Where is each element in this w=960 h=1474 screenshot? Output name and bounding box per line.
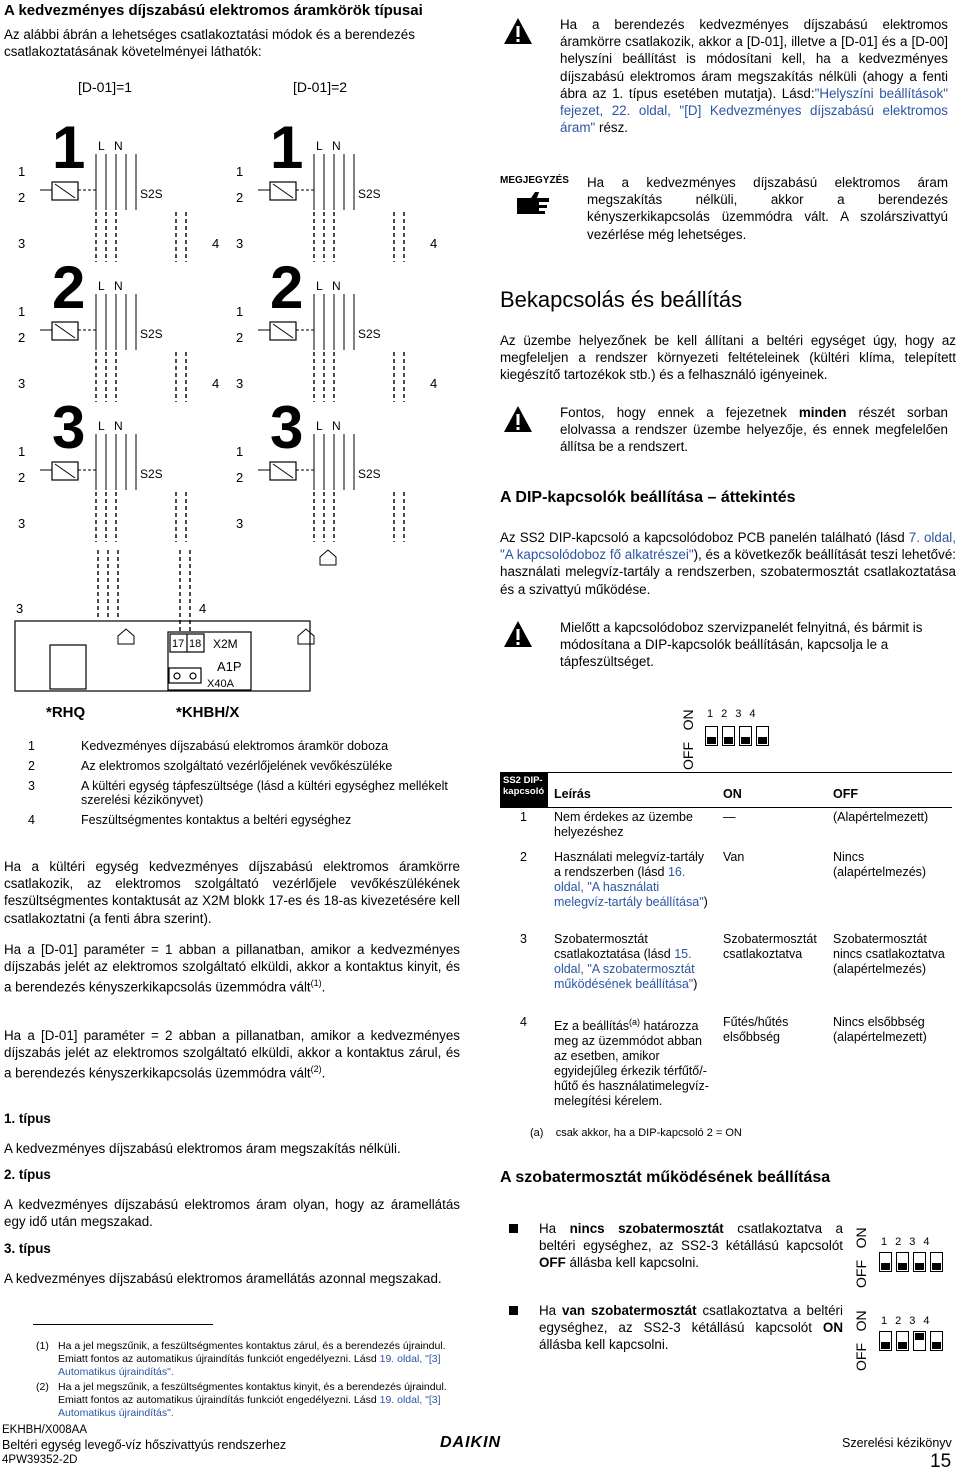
warning-icon [503,619,533,649]
row-number: 2 [236,190,244,205]
dip-row-desc-text: Nem érdekes az üzembe helyezéshez [554,810,693,839]
b2b: van szobatermosztát [562,1303,697,1318]
x40a-label: X40A [207,678,234,690]
warning-2-text [560,404,948,456]
dip-row-desc-text: Szobatermosztát csatlakoztatása (lásd [554,932,675,961]
b1a: Ha [539,1221,570,1236]
dip-switches [705,726,773,751]
dip-graphic-off [853,1222,953,1290]
dip-switch-graphic [680,700,780,770]
big-number: 2 [270,254,304,321]
heading-thermostat: A szobatermosztát működésének beállítása [500,1169,831,1186]
b1e: állásba kell kapcsolni. [565,1255,700,1271]
footnote-1 [58,1340,463,1379]
type3-title: 3. típus [4,1241,51,1256]
footnote-1-num: (1) [36,1340,49,1352]
warning-icon [503,404,533,434]
row-number: 1 [18,444,26,459]
row-number: 3 [236,236,244,251]
daikin-logo: DAIKIN [440,1434,502,1451]
dip-row-desc-text: Ez a beállítás [554,1019,630,1034]
s2s-label: S2S [358,187,381,201]
label-n: N [114,419,123,433]
row-number: 3 [18,236,26,251]
dip-row-desc [554,810,714,840]
footer-code: 4PW39352-2D [2,1454,78,1466]
khbh-label: *KHBH/X [176,704,240,721]
row-number: 1 [18,164,26,179]
dip-graphic-on [853,1305,953,1373]
section-title: A kedvezményes díjszabású elektromos áramkörök típusai [4,2,423,19]
relay-diag [273,184,293,198]
dip-row-desc [554,1015,714,1109]
s2s-label: S2S [140,327,163,341]
heading-startup: Bekapcsolás és beállítás [500,287,743,312]
b1d: OFF [539,1255,566,1271]
label-n: N [332,279,341,293]
warning-1-body: Ha a berendezés kedvezményes díjszabású elektromos áramkörre csatlakozik, akkor a [D-01], illetve a [D-01] és a [D-00] helyszíni beállítást is módosítani kell, ha a kedvezményes díjszabású elektromos áram megszakítás nélküli (ahogy a fenti ábra az 1. típus esetében mutatja). Lásd: [560,17,948,101]
label-4: 4 [199,601,207,616]
s2s-label: S2S [140,187,163,201]
dip-text [500,529,956,598]
legend-num: 3 [28,779,35,793]
para-3: Ha a [D-01] paraméter = 2 abban a pillanatban, amikor a kedvezményes díjszabás jelét az elektromos szolgáltató elküldi, akkor a kontaktus zárul, és a berendezés kényszerkikapcsolás üzemmódra vált$^{(2)}$. [4,1028,460,1081]
row-number: 1 [236,164,244,179]
dip-row-on: — [723,810,736,824]
dip-row-desc-text: Használati melegvíz-tartály a rendszerben (lásd [554,850,705,879]
bullet-1-text [539,1220,843,1272]
b2c: csatlakoztatva a beltéri egységhez, az SS2-3 kétállású kapcsolót [539,1303,843,1336]
type1-title: 1. típus [4,1111,51,1126]
footer-model: EKHBH/X008AA [2,1424,88,1436]
dip-on-off-label: OFF ON [680,709,696,770]
dip-row-desc [554,932,714,992]
para-2-text: Ha a [D-01] paraméter = 1 abban a pillanatban, amikor a kedvezményes díjszabás jelét az elektromos szolgáltató elküldi, akkor a kontaktus kinyit, és a berendezés kényszerkikapcsolás üzemmódra vált [4,942,460,995]
label-l: L [98,139,105,153]
dip-numbers: 1234 [881,1236,938,1248]
s2s-label: S2S [358,327,381,341]
big-number: 3 [270,394,304,461]
rhq-label: *RHQ [46,704,86,721]
dip-on-off-label: OFF ON [853,1310,869,1371]
legend-row [28,813,468,833]
para-1: Ha a kültéri egység kedvezményes díjszabású elektromos áramkörre csatlakozik, az elektromos szolgáltató vezérlőjele vevőkészülékének feszültségmentes kontaktusát az X2M blokk 17-es és 18-as kivezetésére kell csatlakoztatni (a fenti ábra szerint). [4,859,460,926]
terminal-18: 18 [189,638,202,650]
footnote-2-num: (2) [36,1381,49,1393]
type1-text: A kedvezményes díjszabású elektromos áram megszakítás nélküli. [4,1141,401,1156]
footnote-2-link[interactable]: 19. oldal, "[3] Automatikus újraindítás". [58,1394,441,1419]
label-4: 4 [430,376,438,391]
label-n: N [332,139,341,153]
terminal-17: 17 [172,638,185,650]
type2-text: A kedvezményes díjszabású elektromos áram olyan, hogy az áramellátás egy idő után megszakad. [4,1197,460,1230]
s2s-label: S2S [358,467,381,481]
note-text: Ha a kedvezményes díjszabású elektromos áram megszakítás nélküli, akkor a berendezés kényszerkikapcsolás üzemmódra vált. A szolárszivattyú vezérlése még lehetséges. [587,175,948,242]
legend-text: A kültéri egység tápfeszültsége (lásd a kültéri egységhez mellékelt szerelési kézikönyvet) [81,779,448,807]
row-number: 3 [236,376,244,391]
intro-text: Az alábbi ábrán a lehetséges csatlakoztatási módok és a berendezés csatlakoztatásának követelményei láthatók: [4,27,415,59]
dip-row-num: 2 [520,850,527,864]
page-number: 15 [930,1451,952,1472]
dip-table-note-text: csak akkor, ha a DIP-kapcsoló 2 = ON [555,1127,742,1139]
dip-switches [879,1331,947,1356]
big-number: 1 [52,114,86,181]
legend-num: 1 [28,739,35,753]
warning-1-text [560,16,948,136]
fn-ref-1: (1) [310,978,322,989]
dip-row-sup: (a) [629,1017,641,1027]
big-number: 2 [52,254,86,321]
bullet-square [509,1306,518,1315]
row-number: 1 [236,304,244,319]
label-4: 4 [430,236,438,251]
b2a: Ha [539,1303,562,1318]
dip-row-off: Szobatermosztát nincs csatlakoztatva (alapértelmezés) [833,932,945,976]
dip-row-link[interactable]: 15. oldal, "A szobatermosztát működésének beállítása" [554,947,695,991]
legend-row [28,739,468,759]
row-number: 2 [18,330,26,345]
dip-row-desc [554,850,714,910]
dip-row-link[interactable]: 16. oldal, "A használati melegvíz-tartály beállítása" [554,865,704,909]
row-number: 3 [236,516,244,531]
warning-2-b: minden [798,405,847,420]
row-number: 2 [18,190,26,205]
x2m-label: X2M [213,637,238,651]
legend-num: 2 [28,759,35,773]
legend-row [28,779,468,813]
dip-switches [879,1252,947,1277]
diagram-head-right: [D-01]=2 [293,79,348,95]
bullet-2-text [539,1302,843,1354]
dip-text-a: Az SS2 DIP-kapcsoló a kapcsolódoboz PCB panelén található (lásd [500,530,909,545]
legend-num: 4 [28,813,35,827]
bullet-square [509,1224,518,1233]
legend-table [28,739,468,833]
dip-on-off-label: OFF ON [853,1227,869,1288]
b2e: állásba kell kapcsolni. [539,1337,669,1353]
footer-manual: Szerelési kézikönyv [842,1436,952,1450]
row-number: 3 [18,376,26,391]
label-3: 3 [16,601,24,616]
dip-numbers: 1234 [707,708,764,720]
dip-row-desc-end: ) [693,977,698,991]
note-label: MEGJEGYZÉS [500,175,569,186]
warning-3-text: Mielőtt a kapcsolódoboz szervizpanelét felnyitná, és bármit is módosítana a DIP-kapcsolók beállításán, kapcsolja le a tápfeszültséget. [560,620,923,670]
b1c: csatlakoztatva a beltéri egységhez, az SS2-3 kétállású kapcsolót [539,1221,843,1254]
row-number: 2 [236,470,244,485]
dip-text-link[interactable]: 7. oldal, "A kapcsolódoboz fő alkatrészei" [500,530,956,563]
row-number: 1 [236,444,244,459]
row-number: 3 [18,516,26,531]
b1b: nincs szobatermosztát [569,1221,724,1236]
dip-table-note [530,1127,742,1139]
dip-row-off: (Alapértelmezett) [833,810,929,824]
dip-table-h0: SS2 DIP-kapcsoló [500,773,548,807]
warning-2-a: Fontos, hogy ennek a fejezetnek [560,405,799,420]
label-n: N [114,139,123,153]
big-number: 3 [52,394,86,461]
dip-table-note-num: (a) [530,1127,544,1139]
s2s-label: S2S [140,467,163,481]
note-hand-icon [515,190,551,216]
warning-1-link[interactable]: "Helyszíni beállítások" fejezet, 22. oldal, "[D] Kedvezményes díjszabású elektromos áram" [560,85,948,136]
legend-text: Kedvezményes díjszabású elektromos áramkör doboza [81,739,389,753]
label-l: L [98,279,105,293]
relay-diag [273,464,293,478]
relay-diag [55,324,75,338]
warning-icon [503,16,533,46]
legend-row [28,759,468,779]
type2-title: 2. típus [4,1167,51,1182]
startup-text: Az üzembe helyezőnek be kell állítani a beltéri egységet úgy, hogy az megfeleljen a rendszer környezeti feltételeinek (kültéri klíma, telepített kiegészítő tartozékok stb.) és a felhasználó igényeinek. [500,333,956,383]
label-l: L [98,419,105,433]
wiring-diagram [0,70,470,725]
diagram-head-left: [D-01]=1 [78,79,133,95]
footnote-1-link[interactable]: 19. oldal, "[3] Automatikus újraindítás". [58,1353,441,1378]
para-3-text: Ha a [D-01] paraméter = 2 abban a pillanatban, amikor a kedvezményes díjszabás jelét az elektromos szolgáltató elküldi, akkor a kontaktus zárul, és a berendezés kényszerkikapcsolás üzemmódra vált [4,1028,460,1081]
legend-text: Feszültségmentes kontaktus a beltéri egységhez [81,813,352,827]
footnote-2 [58,1381,463,1420]
label-4: 4 [212,236,220,251]
fn-ref-2: (2) [310,1064,322,1075]
label-n: N [114,279,123,293]
label-4: 4 [212,376,220,391]
footnote-1-text: Ha a jel megszűnik, a feszültségmentes kontaktus zárul, és a berendezés újraindul. Emiatt fontos az automatikus újraindítás funkciót engedélyezni. Lásd [58,1340,446,1365]
label-l: L [316,279,323,293]
dip-row-num: 1 [520,810,527,824]
label-l: L [316,139,323,153]
dip-numbers: 1234 [881,1315,938,1327]
dip-row-on: Van [723,850,745,864]
relay-diag [273,324,293,338]
type3-text: A kedvezményes díjszabású elektromos áramellátás azonnal megszakad. [4,1271,442,1286]
dip-table-h1: Leírás [554,787,591,801]
b2d: ON [822,1320,843,1336]
row-number: 2 [236,330,244,345]
dip-row-off: Nincs (alapértelmezés) [833,850,927,879]
dip-table-h3: OFF [833,787,858,801]
dip-row-off: Nincs elsőbbség (alapértelmezett) [833,1015,927,1044]
warning-2-c: részét sorban elolvassa a rendszer üzembe helyezője, és ennek megfelelően állítsa be a rendszert. [560,405,948,455]
big-number: 1 [270,114,304,181]
warning-1-end: rész. [595,120,629,136]
footnote-2-text: Ha a jel megszűnik, a feszültségmentes kontaktus kinyit, és a berendezés újraindul. Emiatt fontos az automatikus újraindítás funkciót engedélyezni. Lásd [58,1381,447,1406]
label-l: L [316,419,323,433]
heading-dip: A DIP-kapcsolók beállítása – áttekintés [500,489,796,506]
para-2: Ha a [D-01] paraméter = 1 abban a pillanatban, amikor a kedvezményes díjszabás jelét az elektromos szolgáltató elküldi, akkor a kontaktus kinyit, és a berendezés kényszerkikapcsolás üzemmódra vált$^{(1)}$. [4,942,460,995]
dip-row-num: 4 [520,1015,527,1029]
dip-table-header [500,772,952,808]
footer-desc: Beltéri egység levegő-víz hőszivattyús rendszerhez [2,1438,287,1452]
dip-table-h2: ON [723,787,742,801]
dip-row-desc-end: ) [703,895,708,909]
footnote-rule [33,1324,213,1325]
dip-text-b: ), és a következők beállítását teszi lehetővé: használati melegvíz-tartály a rendszerben, szobatermosztát csatlakoztatása és a szivattyú működése. [500,547,956,597]
dip-row-desc-end: határozza meg az üzemmódot abban az esetben, amikor egyidejűleg érkezik térfűtő/-hűtő és használatimelegvíz-melegítési kérelem. [554,1019,709,1109]
row-number: 2 [18,470,26,485]
relay-diag [55,464,75,478]
row-number: 1 [18,304,26,319]
legend-text: Az elektromos szolgáltató vezérlőjelének vevőkészüléke [81,759,393,773]
dip-row-num: 3 [520,932,527,946]
label-n: N [332,419,341,433]
a1p-label: A1P [217,659,242,674]
relay-diag [55,184,75,198]
dip-row-on: Szobatermosztát csatlakoztatva [723,932,817,961]
dip-row-on: Fűtés/hűtés elsőbbség [723,1015,789,1044]
